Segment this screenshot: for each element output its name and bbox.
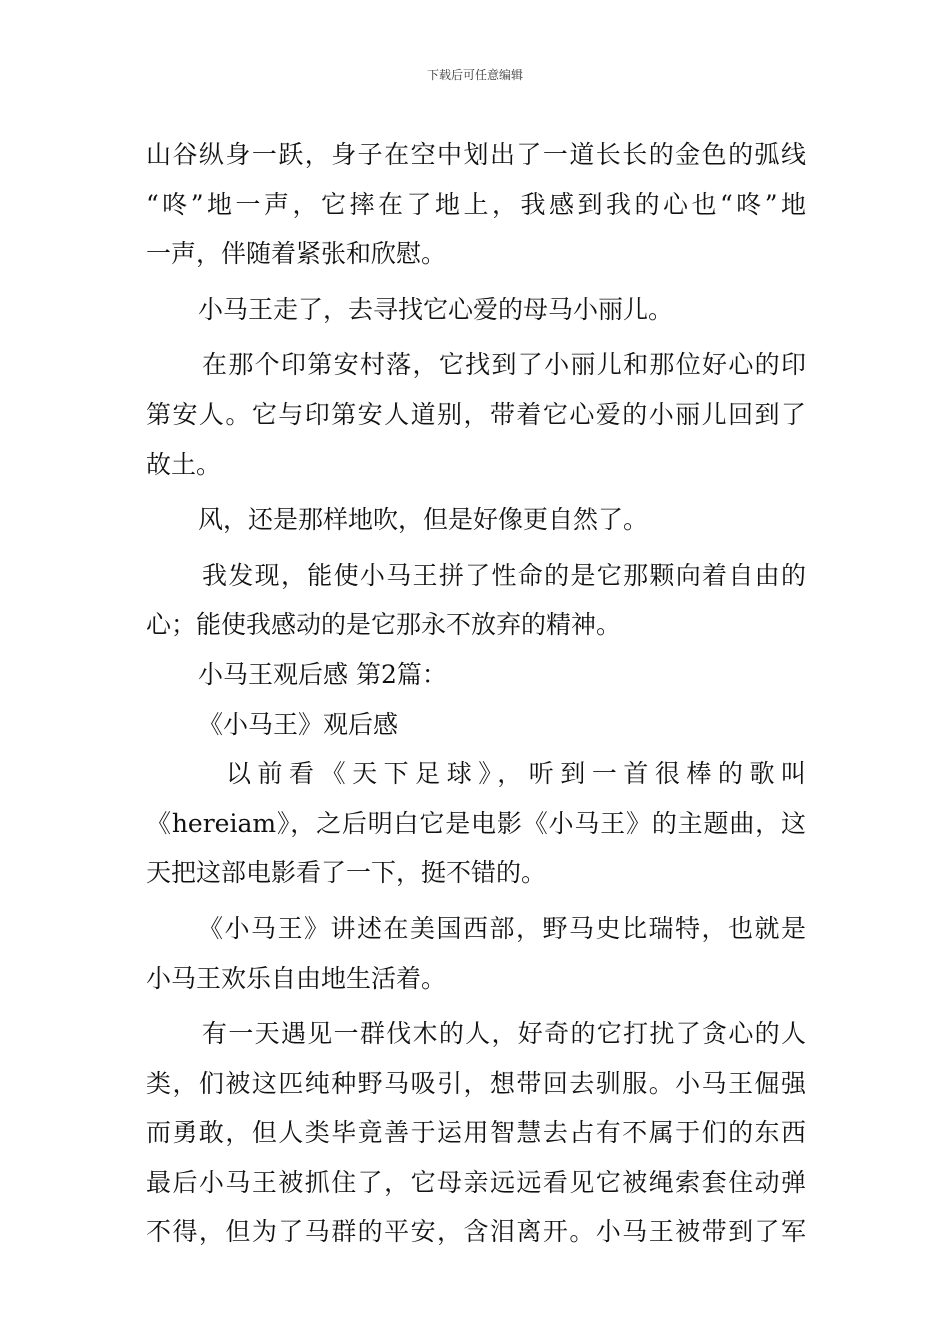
- text-line: 小马王欢乐自由地生活着。: [146, 963, 447, 993]
- text-line: 心；能使我感动的是它那永不放弃的精神。: [146, 610, 622, 640]
- text-line: 有一天遇见一群伐木的人，好奇的它打扰了贪心的人: [202, 1019, 806, 1049]
- text-line: 山谷纵身一跃，身子在空中划出了一道长长的金色的弧线: [146, 140, 806, 169]
- page-header: 下载后可任意编辑: [426, 68, 523, 82]
- text-line: 天把这部电影看了一下，挺不错的。: [146, 858, 547, 888]
- text-line: 《hereiam》，之后明白它是电影《小马王》的主题曲，这: [146, 808, 806, 838]
- article-title: 《小马王》观后感: [198, 709, 399, 739]
- text-line: 最后小马王被抓住了，它母亲远远看见它被绳索套住动弹: [146, 1167, 806, 1197]
- text-line: 故土。: [146, 449, 222, 479]
- text-line: 小马王走了，去寻找它心爱的母马小丽儿。: [198, 294, 674, 324]
- text-line: 风，还是那样地吹，但是好像更自然了。: [198, 505, 649, 535]
- document-body: [146, 130, 806, 1257]
- text-line: 以前看《天下足球》，听到一首很棒的歌叫: [226, 759, 806, 789]
- text-line: “咚”地一声，它摔在了地上，我感到我的心也“咚”地: [146, 189, 806, 219]
- text-line: 类，们被这匹纯种野马吸引，想带回去驯服。小马王倔强: [146, 1068, 806, 1098]
- text-line: 第安人。它与印第安人道别，带着它心爱的小丽儿回到了: [146, 399, 806, 429]
- text-line: 不得，但为了马群的平安，含泪离开。小马王被带到了军: [146, 1217, 806, 1247]
- text-line: 一声，伴随着紧张和欣慰。: [146, 239, 447, 269]
- section-heading: 小马王观后感 第2篇：: [198, 659, 447, 689]
- text-line: 我发现，能使小马王拼了性命的是它那颗向着自由的: [202, 560, 806, 590]
- text-line: 《小马王》讲述在美国西部，野马史比瑞特，也就是: [198, 913, 806, 943]
- text-line: 而勇敢，但人类毕竟善于运用智慧去占有不属于们的东西: [146, 1118, 806, 1148]
- text-line: 在那个印第安村落，它找到了小丽儿和那位好心的印: [202, 350, 806, 380]
